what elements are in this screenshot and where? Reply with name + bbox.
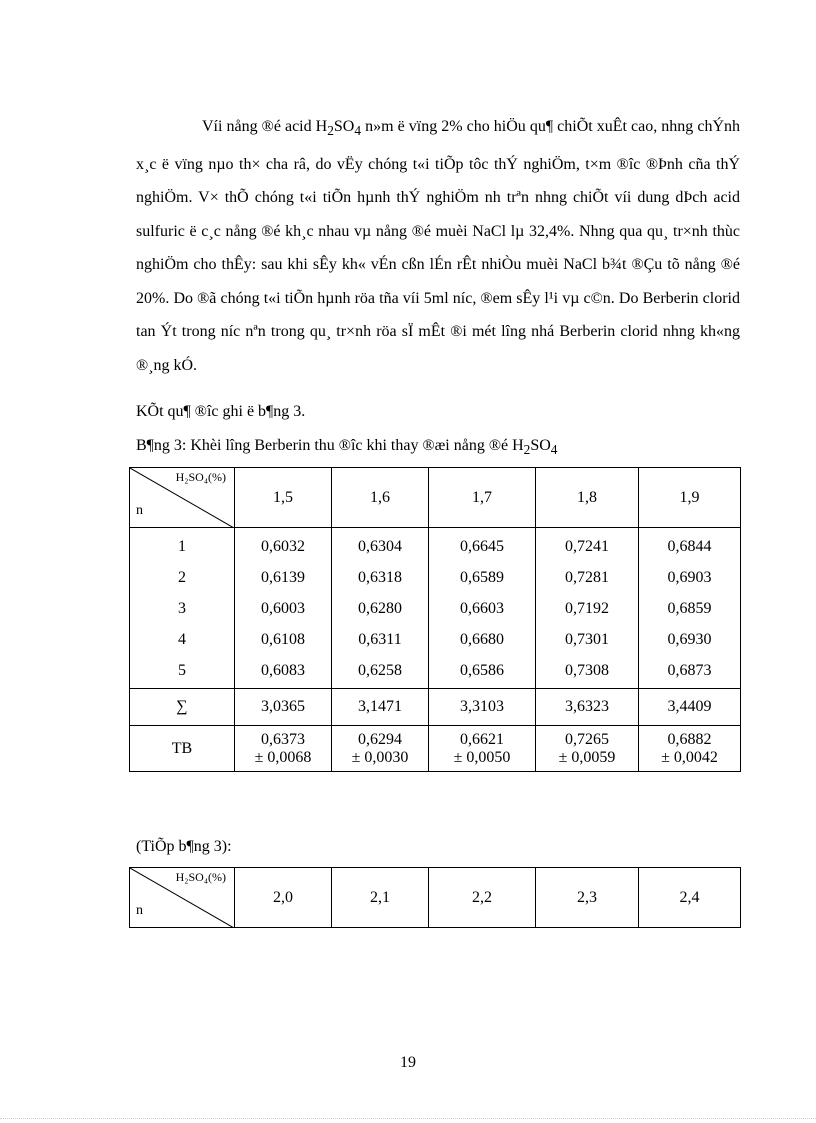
data-value: 0,6680 xyxy=(460,630,504,648)
mean-error: ± 0,0042 xyxy=(661,748,718,766)
data-column-cell xyxy=(429,528,536,689)
subscript: 4 xyxy=(550,442,558,458)
page-number: 19 xyxy=(400,1054,416,1071)
data-value: 0,6903 xyxy=(667,568,712,586)
row-label: 1 xyxy=(178,537,186,555)
caption-formula-part: SO xyxy=(530,437,551,454)
data-value: 0,6844 xyxy=(667,537,712,555)
column-header: 2,3 xyxy=(536,868,639,928)
corner-bottom-label: n xyxy=(136,903,143,918)
header-row xyxy=(130,468,741,528)
mean-cell xyxy=(536,726,639,772)
data-column-cell xyxy=(536,528,639,689)
data-value: 0,6258 xyxy=(358,661,402,679)
data-value: 0,7301 xyxy=(565,630,609,648)
data-value: 0,7308 xyxy=(565,661,609,679)
data-value: 0,6139 xyxy=(261,568,305,586)
sum-value: 3,6323 xyxy=(536,689,639,726)
data-value: 0,6108 xyxy=(261,630,305,648)
paragraph-text-start: Víi nång ®é acid H xyxy=(202,118,328,135)
result-line: KÕt qu¶ ®îc ghi ë b¶ng 3. xyxy=(136,403,306,420)
sum-value: 3,3103 xyxy=(429,689,536,726)
column-header: 2,4 xyxy=(639,868,741,928)
caption-text: B¶ng 3: Khèi lîng Berberin thu ®îc khi thay ®æi nång ®é H xyxy=(136,437,524,454)
corner-top-label: H₂SO₄(%) xyxy=(175,870,226,884)
corner-top-label: H₂SO₄(%) xyxy=(175,470,226,484)
mean-error: ± 0,0059 xyxy=(558,748,616,766)
column-header: 1,6 xyxy=(332,468,429,528)
mean-error: ± 0,0068 xyxy=(254,748,312,766)
sum-row xyxy=(130,689,741,726)
sum-value: 3,4409 xyxy=(639,689,741,726)
sum-value: 3,0365 xyxy=(235,689,332,726)
mean-cell xyxy=(235,726,332,772)
subscript: 2 xyxy=(327,123,334,139)
column-header: 1,8 xyxy=(536,468,639,528)
row-label: 3 xyxy=(178,599,186,617)
sum-value: 3,1471 xyxy=(332,689,429,726)
page-bottom-border xyxy=(0,1118,816,1119)
mean-value: 0,6373 xyxy=(261,730,305,748)
body-row-group xyxy=(130,528,741,689)
column-header: 2,2 xyxy=(429,868,536,928)
data-value: 0,6603 xyxy=(460,599,504,617)
column-header: 2,0 xyxy=(235,868,332,928)
corner-cell xyxy=(130,468,235,528)
data-value: 0,6280 xyxy=(358,599,402,617)
data-table-2 xyxy=(129,867,741,928)
row-labels-cell xyxy=(130,528,235,689)
data-value: 0,6859 xyxy=(667,599,712,617)
mean-cell xyxy=(332,726,429,772)
table-caption xyxy=(136,437,557,458)
row-label: 5 xyxy=(178,661,186,679)
data-value: 0,6032 xyxy=(261,537,305,555)
data-value: 0,7281 xyxy=(565,568,609,586)
mean-value: 0,7265 xyxy=(565,730,609,748)
data-value: 0,6930 xyxy=(667,630,712,648)
continue-label: (TiÕp b¶ng 3): xyxy=(136,838,232,855)
data-value: 0,6589 xyxy=(460,568,504,586)
sum-label: ∑ xyxy=(130,689,235,726)
data-column-cell xyxy=(332,528,429,689)
row-label: 2 xyxy=(178,568,186,586)
row-label: 4 xyxy=(178,630,186,648)
data-value: 0,6586 xyxy=(460,661,504,679)
paragraph-formula-part: SO xyxy=(333,118,355,135)
data-value: 0,6083 xyxy=(261,661,305,679)
column-header: 1,9 xyxy=(639,468,741,528)
data-value: 0,6304 xyxy=(358,537,402,555)
paragraph-text-rest: n»m ë vïng 2% cho hiÖu qu¶ chiÕt xuÊt cao, nhng chÝnh x¸c ë vïng nµo th× cha râ, do vËy chóng t«i tiÕp tôc thÝ nghiÖm, t×m ®îc ®Þnh cña thÝ nghiÖm. V× thÕ chóng t«i tiÕn hµnh thÝ nghiÖm nh trªn nhng chiÕt víi dung dÞch acid sulfuric ë c¸c nång ®é kh¸c nhau vµ nång ®é muèi NaCl lµ 32,4%. Nhng qua qu¸ tr×nh thùc nghiÖm cho thÊy: sau khi sÊy kh« vÉn cßn lÉn rÊt nhiÒu muèi NaCl b¾t ®Çu tõ nång ®é 20%. Do ®ã chóng t«i tiÕn hµnh röa tña víi 5ml níc, ®em sÊy l¹i vµ c©n. Do Berberin clorid tan Ýt trong níc nªn trong qu¸ tr×nh röa sÏ mÊt ®i mét lîng nhá Berberin clorid nhng kh«ng ®¸ng kÓ. xyxy=(136,118,740,374)
mean-label: TB xyxy=(130,726,235,772)
mean-row xyxy=(130,726,741,772)
data-value: 0,6873 xyxy=(667,661,712,679)
data-value: 0,6003 xyxy=(261,599,305,617)
mean-value: 0,6621 xyxy=(460,730,504,748)
data-column-cell xyxy=(235,528,332,689)
corner-bottom-label: n xyxy=(136,503,143,518)
subscript: 4 xyxy=(354,123,362,139)
column-header: 2,1 xyxy=(332,868,429,928)
data-column-cell xyxy=(639,528,741,689)
mean-cell xyxy=(429,726,536,772)
data-value: 0,6645 xyxy=(460,537,504,555)
mean-value: 0,6882 xyxy=(667,730,712,748)
data-value: 0,6311 xyxy=(358,630,402,648)
corner-cell xyxy=(130,868,235,928)
mean-error: ± 0,0030 xyxy=(351,748,409,766)
body-paragraph xyxy=(136,110,740,382)
column-header: 1,5 xyxy=(235,468,332,528)
mean-error: ± 0,0050 xyxy=(453,748,511,766)
mean-cell xyxy=(639,726,741,772)
subscript: 2 xyxy=(523,442,531,458)
mean-value: 0,6294 xyxy=(358,730,402,748)
header-row xyxy=(130,868,741,928)
data-value: 0,6318 xyxy=(358,568,402,586)
data-table-1 xyxy=(129,467,741,772)
data-value: 0,7192 xyxy=(565,599,609,617)
data-value: 0,7241 xyxy=(565,537,609,555)
column-header: 1,7 xyxy=(429,468,536,528)
